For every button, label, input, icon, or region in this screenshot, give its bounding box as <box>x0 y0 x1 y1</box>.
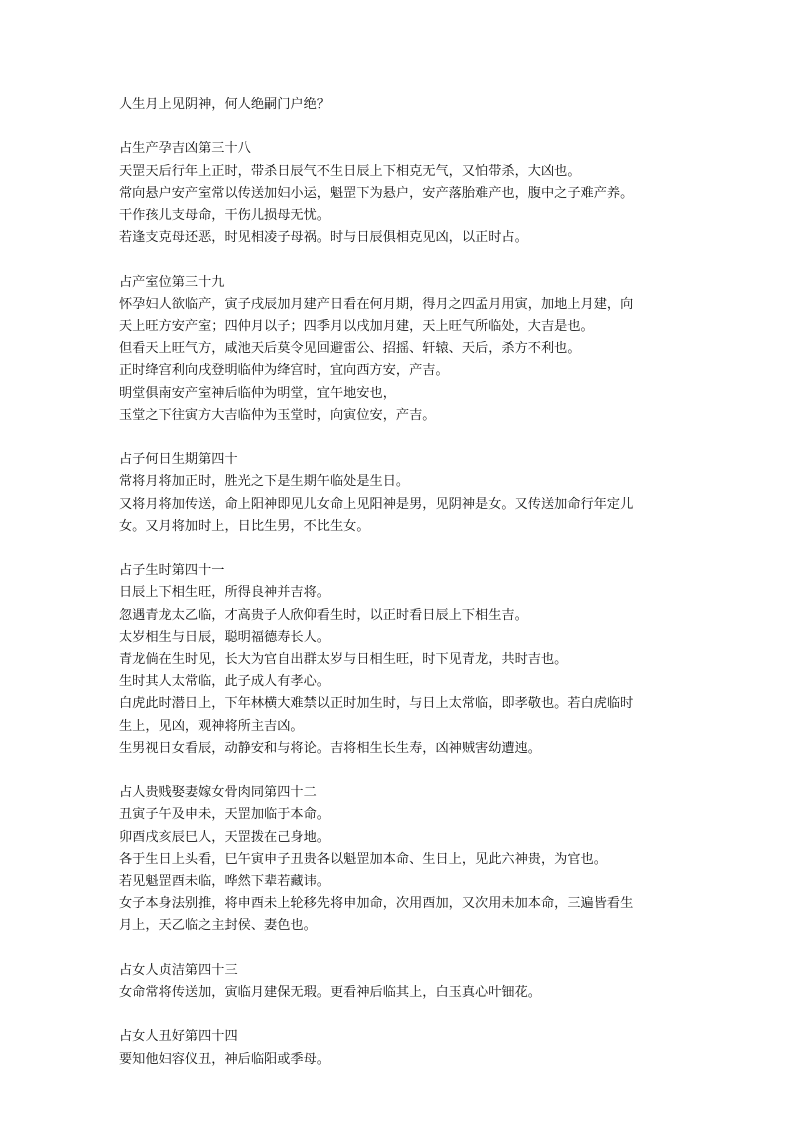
text-line: 天罡天后行年上正时，带杀日辰气不生日辰上下相克无气，又怕带杀，大凶也。 <box>119 163 581 179</box>
text-line: 女命常将传送加，寅临月建保无瑕。更看神后临其上，白玉真心叶钿花。 <box>119 985 541 1001</box>
text-line: 若逢支克母还恶，时见相凌子母祸。时与日辰俱相克见凶，以正时占。 <box>119 230 528 246</box>
section-heading: 占女人贞洁第四十三 <box>119 962 238 978</box>
text-line: 但看天上旺气方，咸池天后莫令见回避雷公、招摇、轩辕、天后，杀方不利也。 <box>119 341 581 357</box>
section-gap <box>119 427 679 449</box>
text-line: 日辰上下相生旺，所得良神并吉将。 <box>119 585 330 601</box>
text-line: 常将月将加正时，胜光之下是生期午临处是生日。 <box>119 474 410 490</box>
text-line: 卯酉戌亥辰巳人，天罡拨在己身地。 <box>119 829 330 845</box>
section-gap <box>119 538 679 560</box>
section-heading: 占产室位第三十九 <box>119 274 225 290</box>
text-line: 玉堂之下往寅方大吉临仲为玉堂时，向寅位安，产吉。 <box>119 407 436 423</box>
section-44 <box>119 1026 679 1070</box>
text-line: 青龙倘在生时见，长大为官自出群太岁与日相生旺，时下见青龙，共时吉也。 <box>119 652 568 668</box>
text-line: 正时绛宫利向戌登明临仲为绛宫时，宜向西方安，产吉。 <box>119 363 449 379</box>
document-body <box>119 94 679 1071</box>
text-line: 生时其人太常临，此子成人有孝心。 <box>119 674 330 690</box>
text-line: 怀孕妇人欲临产，寅子戌辰加月建产日看在何月期，得月之四孟月用寅，加地上月建，向 <box>119 296 634 312</box>
section-heading: 占子何日生期第四十 <box>119 452 238 468</box>
section-heading: 占人贵贱娶妻嫁女骨肉同第四十二 <box>119 785 317 801</box>
section-42 <box>119 782 679 937</box>
section-38 <box>119 138 679 249</box>
section-gap <box>119 116 679 138</box>
text-line: 忽遇青龙太乙临，才高贵子人欣仰看生时，以正时看日辰上下相生吉。 <box>119 607 528 623</box>
text-line: 常向悬户安产室常以传送加妇小运，魁罡下为悬户，安产落胎难产也，腹中之子难产养。 <box>119 185 634 201</box>
section-gap <box>119 760 679 782</box>
text-line: 天上旺方安产室；四仲月以子；四季月以戌加月建，天上旺气所临处，大吉是也。 <box>119 319 594 334</box>
text-line: 明堂俱南安产室神后临仲为明堂，宜午地安也， <box>119 385 396 401</box>
text-line: 月上，天乙临之主封侯、妻色也。 <box>119 918 317 934</box>
text-line: 女子本身法别推，将申酉未上轮移先将申加命，次用酉加，又次用未加本命，三遍皆看生 <box>119 896 634 912</box>
section-heading: 占女人丑好第四十四 <box>119 1029 238 1045</box>
text-line: 干作孩儿支母命，干伤儿损母无忧。 <box>119 208 330 223</box>
section-39 <box>119 272 679 427</box>
text-line: 生上，见凶，观神将所主吉凶。 <box>119 718 304 734</box>
section-gap <box>119 249 679 271</box>
text-line: 女。又月将加时上，日比生男，不比生女。 <box>119 518 370 534</box>
text-line: 生男视日女看辰，动静安和与将论。吉将相生长生寿，凶神贼害幼遭迍。 <box>119 740 541 756</box>
text-line: 各于生日上头看，巳午寅申子丑贵各以魁罡加本命、生日上，见此六神贵，为官也。 <box>119 851 607 867</box>
text-line: 又将月将加传送，命上阳神即见儿女命上见阳神是男，见阴神是女。又传送加命行年定儿 <box>119 496 634 512</box>
text-line: 若见魁罡酉未临，哗然下辈若藏讳。 <box>119 874 330 890</box>
section-heading: 占子生时第四十一 <box>119 563 225 579</box>
text-line: 太岁相生与日辰，聪明福德寿长人。 <box>119 629 330 645</box>
section-gap <box>119 938 679 960</box>
intro-line: 人生月上见阴神，何人绝嗣门户绝？ <box>119 97 330 112</box>
text-line: 要知他妇容仪丑，神后临阳或季母。 <box>119 1051 330 1067</box>
section-gap <box>119 1004 679 1026</box>
section-heading: 占生产孕吉凶第三十八 <box>119 141 251 157</box>
text-line: 白虎此时潜日上，下年林横大难禁以正时加生时，与日上太常临，即孝敬也。若白虎临时 <box>119 696 634 712</box>
section-43 <box>119 960 679 1004</box>
section-41 <box>119 560 679 760</box>
section-40 <box>119 449 679 538</box>
text-line: 丑寅子午及申未，天罡加临于本命。 <box>119 807 330 823</box>
